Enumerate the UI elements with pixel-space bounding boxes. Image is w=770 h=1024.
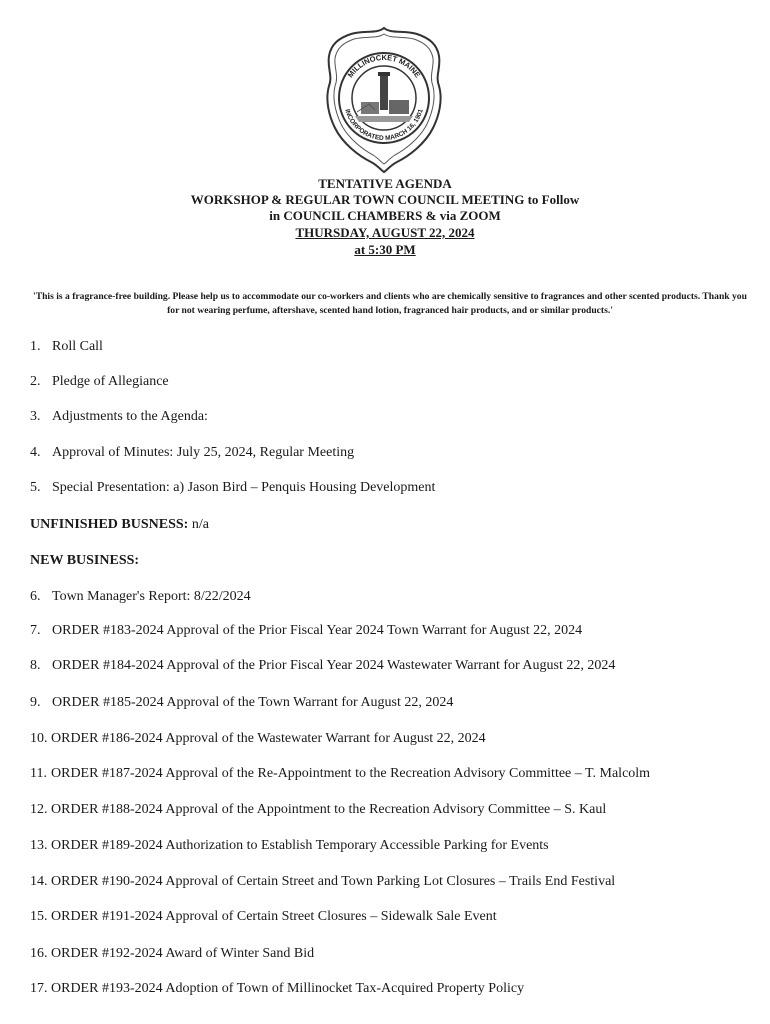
meeting-date: THURSDAY, AUGUST 22, 2024 — [295, 225, 475, 240]
item-number: 4. — [30, 445, 41, 460]
item-text: Approval of Minutes: July 25, 2024, Regular Meeting — [52, 445, 355, 460]
meeting-time: at 5:30 PM — [354, 242, 416, 257]
item-text: ORDER #186-2024 Approval of the Wastewater Warrant for August 22, 2024 — [51, 731, 486, 746]
item-text: ORDER #190-2024 Approval of Certain Street and Town Parking Lot Closures – Trails End Festival — [51, 874, 616, 889]
agenda-item — [30, 589, 251, 605]
item-number: 6. — [30, 589, 41, 604]
item-text: ORDER #184-2024 Approval of the Prior Fiscal Year 2024 Wastewater Warrant for August 22, 2024 — [52, 658, 616, 673]
item-text: ORDER #188-2024 Approval of the Appointment to the Recreation Advisory Committee – S. Kaul — [51, 802, 607, 817]
item-text: ORDER #191-2024 Approval of Certain Street Closures – Sidewalk Sale Event — [51, 909, 497, 924]
agenda-item — [30, 874, 615, 890]
item-text: ORDER #183-2024 Approval of the Prior Fiscal Year 2024 Town Warrant for August 22, 2024 — [52, 623, 583, 638]
item-text: Town Manager's Report: 8/22/2024 — [52, 589, 251, 604]
item-number: 17. — [30, 981, 48, 996]
town-seal — [325, 24, 443, 174]
item-number: 9. — [30, 695, 41, 710]
item-text: ORDER #185-2024 Approval of the Town Warrant for August 22, 2024 — [52, 695, 454, 710]
item-text: ORDER #192-2024 Award of Winter Sand Bid — [51, 946, 315, 961]
agenda-item — [30, 623, 582, 639]
item-number: 14. — [30, 874, 48, 889]
item-text: ORDER #187-2024 Approval of the Re-Appointment to the Recreation Advisory Committee – T. Malcolm — [51, 766, 651, 781]
agenda-item — [30, 946, 314, 962]
item-number: 1. — [30, 339, 41, 354]
agenda-item — [30, 838, 549, 854]
agenda-item — [30, 409, 208, 425]
item-number: 11. — [30, 766, 47, 781]
agenda-item — [30, 802, 606, 818]
agenda-item — [30, 374, 169, 390]
item-number: 10. — [30, 731, 48, 746]
agenda-item — [30, 480, 435, 496]
item-number: 2. — [30, 374, 41, 389]
unfinished-label: UNFINISHED BUSNESS: — [30, 517, 189, 532]
agenda-item — [30, 695, 453, 711]
item-number: 3. — [30, 409, 41, 424]
agenda-item — [30, 766, 650, 782]
new-business-heading: NEW BUSINESS: — [30, 553, 140, 568]
item-number: 8. — [30, 658, 41, 673]
seal-top-text: MILLINOCKET MAINE — [345, 52, 423, 80]
agenda-item — [30, 981, 524, 997]
item-number: 15. — [30, 909, 48, 924]
item-number: 5. — [30, 480, 41, 495]
agenda-item — [30, 445, 354, 461]
item-text: Special Presentation: a) Jason Bird – Penquis Housing Development — [52, 480, 436, 495]
item-number: 12. — [30, 802, 48, 817]
seal-bottom-text: INCORPORATED MARCH 16, 1901 — [343, 108, 425, 143]
agenda-title: TENTATIVE AGENDA — [318, 176, 452, 191]
agenda-item — [30, 339, 103, 355]
agenda-item — [30, 731, 486, 747]
item-text: Adjustments to the Agenda: — [52, 409, 208, 424]
item-number: 7. — [30, 623, 41, 638]
item-text: Roll Call — [52, 339, 103, 354]
agenda-item — [30, 658, 615, 674]
item-number: 13. — [30, 838, 48, 853]
unfinished-value: n/a — [188, 517, 209, 532]
unfinished-business-heading — [30, 517, 209, 533]
item-text: ORDER #189-2024 Authorization to Establish Temporary Accessible Parking for Events — [51, 838, 549, 853]
meeting-type: WORKSHOP & REGULAR TOWN COUNCIL MEETING to Follow — [190, 192, 580, 207]
fragrance-notice: 'This is a fragrance-free building. Please help us to accommodate our co-workers and clients who are chemically sensitive to fragrances and other scented products. Thank you for not wearing perfume, aftershave, scented hand lotion, fragranced hair products, and or similar products.' — [33, 291, 747, 316]
meeting-location: in COUNCIL CHAMBERS & via ZOOM — [269, 208, 501, 223]
item-text: Pledge of Allegiance — [52, 374, 169, 389]
item-number: 16. — [30, 946, 48, 961]
item-text: ORDER #193-2024 Adoption of Town of Millinocket Tax-Acquired Property Policy — [51, 981, 525, 996]
agenda-item — [30, 909, 497, 925]
